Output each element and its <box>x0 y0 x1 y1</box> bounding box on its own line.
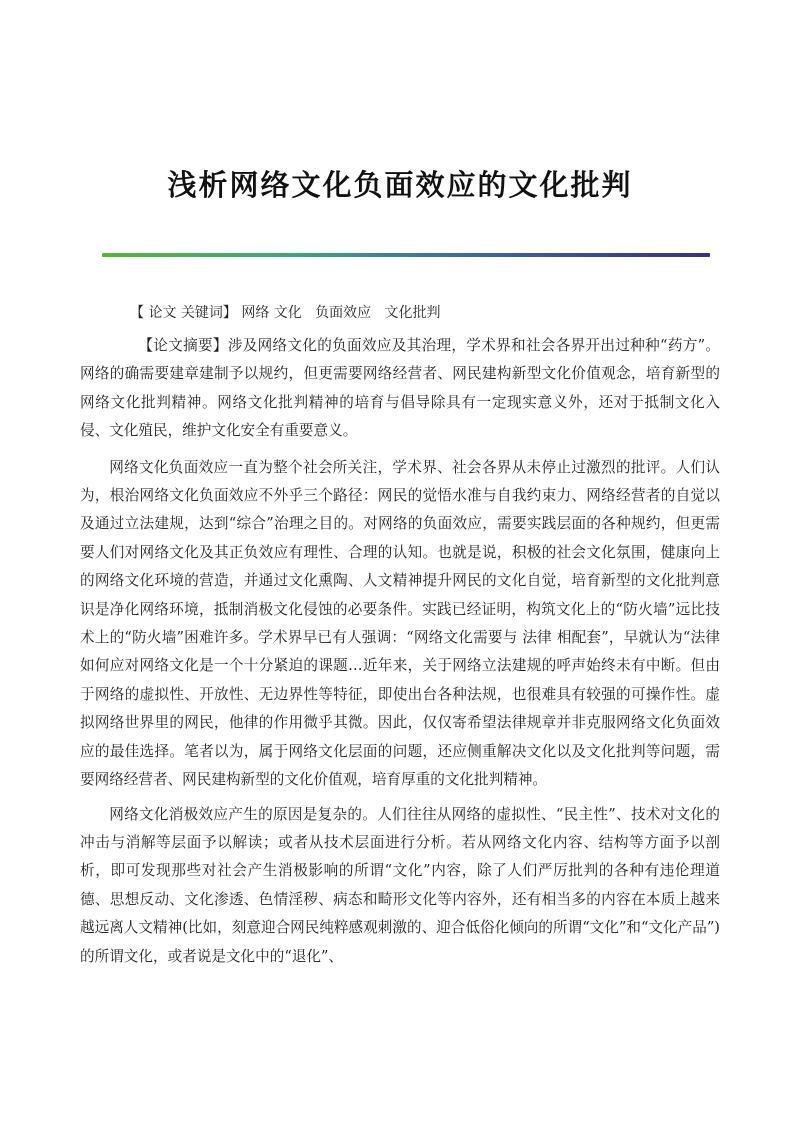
article-body <box>80 332 720 977</box>
abstract-paragraph: 【论文摘要】涉及网络文化的负面效应及其治理，学术界和社会各界开出过种种“药方”。网络的确需要建章建制予以规约，但更需要网络经营者、网民建构新型文化价值观念，培育新型的网络文化批判精神。网络文化批判精神的培育与倡导除具有一定现实意义外，还对于抵制文化入侵、文化殖民，维护文化安全有重要意义。 <box>80 337 720 440</box>
body-paragraph-2: 网络文化消极效应产生的原因是复杂的。人们往往从网络的虚拟性、“民主性”、技术对文化的冲击与消解等层面予以解读；或者从技术层面进行分析。若从网络文化内容、结构等方面予以剖析，即可发现那些对社会产生消极影响的所谓“文化”内容，除了人们严厉批判的各种有违伦理道德、思想反动、文化渗透、色情淫秽、病态和畸形文化等内容外，还有相当多的内容在本质上越来越远离人文精神(比如，刻意迎合网民纯粹感观刺激的、迎合低俗化倾向的所谓“文化”和“文化产品”)的所谓文化，或者说是文化中的“退化”、 <box>80 805 720 965</box>
page-title: 浅析网络文化负面效应的文化批判 <box>167 168 633 202</box>
body-paragraph-1: 网络文化负面效应一直为整个社会所关注，学术界、社会各界从未停止过激烈的批评。人们认为，根治网络文化负面效应不外乎三个路径：网民的觉悟水准与自我约束力、网络经营者的自觉以及通过立法建规，达到“综合”治理之目的。对网络的负面效应，需要实践层面的各种规约，但更需要人们对网络文化及其正负效应有理性、合理的认知。也就是说，积极的社会文化氛围，健康向上的网络文化环境的营造，并通过文化熏陶、人文精神提升网民的文化自觉，培育新型的文化批判意识是净化网络环境，抵制消极文化侵蚀的必要条件。实践已经证明，构筑文化上的“防火墙”远比技术上的“防火墙”困难许多。学术界早已有人强调：“网络文化需要与 法律 相配套”，早就认为“法律如何应对网络文化是一个十分紧迫的课题…近年来，关于网络立法建规的呼声始终未有中断。但由于网络的虚拟性、开放性、无边界性等特征，即使出台各种法规，也很难具有较强的可操作性。虚拟网络世界里的网民，他律的作用微乎其微。因此，仅仅寄希望法律规章并非克服网络文化负面效应的最佳选择。笔者以为，属于网络文化层面的问题，还应侧重解决文化以及文化批判等问题，需要网络经营者、网民建构新型的文化价值观，培育厚重的文化批判精神。 <box>80 458 720 789</box>
keywords-line: 【 论文 关键词】 网络 文化 负面效应 文化批判 <box>130 305 441 321</box>
title-divider <box>102 253 710 257</box>
